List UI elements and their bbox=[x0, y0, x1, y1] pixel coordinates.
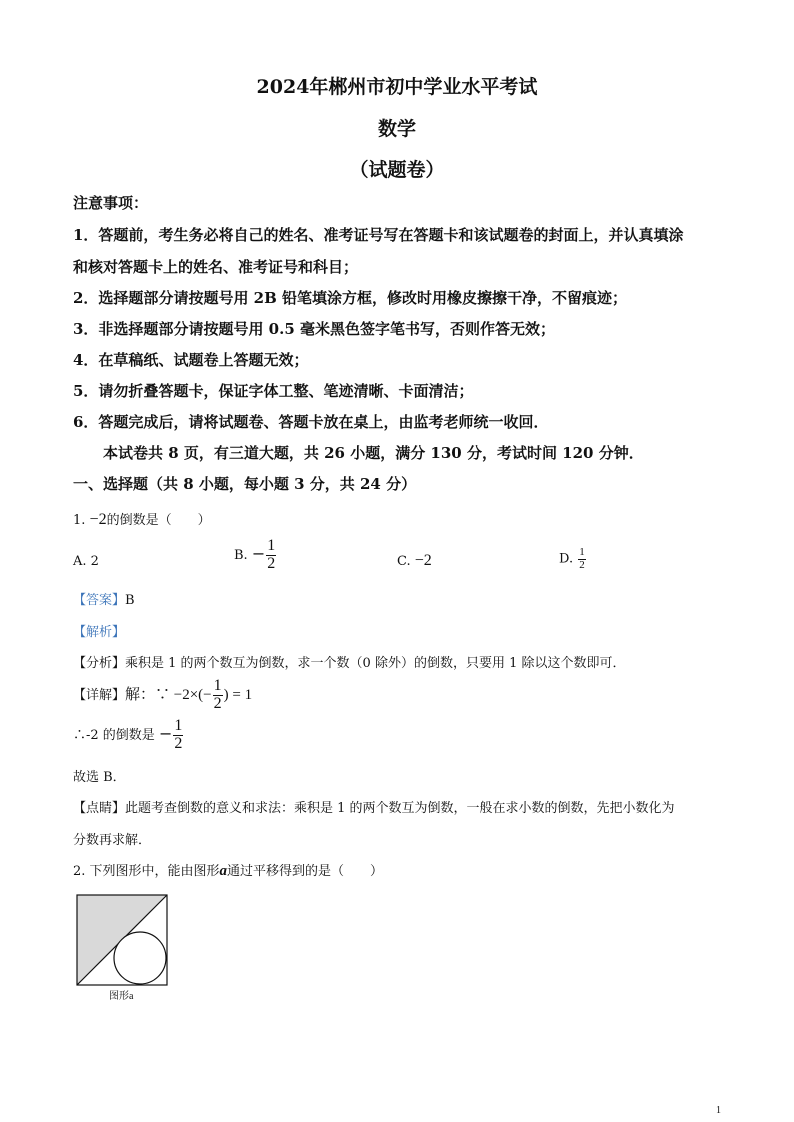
fenxi-tag: 【分析】 bbox=[73, 656, 126, 671]
answer-tag: 【答案】 bbox=[73, 593, 126, 608]
fraction-denominator: 2 bbox=[579, 558, 585, 571]
option-label: B. bbox=[234, 547, 248, 563]
math-value: −2 bbox=[414, 552, 432, 569]
notice-item-1-cont: 和核对答题卡上的姓名、准考证号和科目； bbox=[73, 258, 359, 276]
analysis-tag: 【解析】 bbox=[73, 625, 126, 640]
fraction-denominator: 2 bbox=[267, 554, 276, 572]
figure-a bbox=[76, 894, 168, 986]
fenxi-text: 乘积是 1 的两个数互为倒数，求一个数（0 除外）的倒数，只要用 1 除以这个数即可． bbox=[125, 656, 626, 671]
fraction-numerator: 1 bbox=[174, 717, 183, 734]
fraction-numerator: 1 bbox=[579, 546, 585, 558]
notice-item-6: 6．答题完成后，请将试题卷、答题卡放在桌上，由监考老师统一收回． bbox=[73, 413, 549, 431]
option-a: A. 2 bbox=[73, 554, 99, 569]
detailed-solution bbox=[73, 678, 252, 713]
option-label: D. bbox=[559, 551, 574, 567]
notice-item-2: 2．选择题部分请按题号用 2B 铅笔填涂方框，修改时用橡皮擦擦干净，不留痕迹； bbox=[73, 289, 628, 307]
dianjing-text: 此题考查倒数的意义和求法：乘积是 1 的两个数互为倒数，一般在求小数的倒数，先把小数化为 bbox=[125, 801, 675, 816]
question-text: 2. 下列图形中，能由图形 bbox=[73, 864, 220, 879]
option-label: C. bbox=[397, 554, 411, 569]
fraction-denominator: 2 bbox=[174, 734, 183, 752]
dianjing-line-2: 分数再求解． bbox=[73, 833, 152, 848]
option-b bbox=[234, 538, 277, 573]
fraction bbox=[266, 538, 276, 573]
fraction-numerator: 1 bbox=[267, 537, 276, 554]
notice-item-4: 4．在草稿纸、试题卷上答题无效； bbox=[73, 351, 309, 369]
exam-summary: 本试卷共 8 页，有三道大题，共 26 小题，满分 130 分，考试时间 120 分钟． bbox=[103, 444, 644, 462]
notice-item-1: 1．答题前，考生务必将自己的姓名、准考证号写在答题卡和该试题卷的封面上，并认真填涂 bbox=[73, 226, 684, 244]
question-1-stem bbox=[73, 509, 211, 529]
paper-type: （试题卷） bbox=[349, 159, 445, 181]
answer-value: B bbox=[125, 593, 135, 608]
fraction-denominator: 2 bbox=[213, 694, 222, 712]
question-number: 1. bbox=[73, 513, 86, 528]
inscribed-circle bbox=[114, 932, 166, 984]
conclusion: 故选 B． bbox=[73, 770, 126, 785]
question-text-cont: 通过平移得到的是（ ） bbox=[227, 864, 384, 879]
analysis-fenxi bbox=[73, 652, 626, 671]
dianjing-line-1 bbox=[73, 797, 675, 816]
fraction bbox=[213, 678, 223, 713]
xiangjie-tag: 【详解】 bbox=[73, 687, 126, 703]
question-text: 的倒数是（ ） bbox=[106, 513, 211, 528]
notice-heading: 注意事项： bbox=[73, 194, 149, 212]
therefore-text: ∴-2 的倒数是 bbox=[73, 727, 155, 743]
therefore-line bbox=[73, 718, 184, 753]
notice-item-3: 3．非选择题部分请按题号用 0.5 毫米黑色签字笔书写，否则作答无效； bbox=[73, 320, 555, 338]
option-c bbox=[397, 552, 432, 570]
section-1-heading: 一、选择题（共 8 小题，每小题 3 分，共 24 分） bbox=[73, 475, 417, 493]
dianjing-tag: 【点睛】 bbox=[73, 801, 126, 816]
minus-sign: − bbox=[251, 543, 266, 563]
equation-left: 解：∵ −2×(− bbox=[125, 686, 212, 703]
question-2-stem bbox=[73, 860, 383, 880]
exam-title: 2024年郴州市初中学业水平考试 bbox=[256, 76, 538, 98]
notice-item-5: 5．请勿折叠答题卡，保证字体工整、笔迹清晰、卡面清洁； bbox=[73, 382, 474, 400]
fraction-numerator: 1 bbox=[213, 677, 222, 694]
equation-right: ) = 1 bbox=[223, 686, 253, 703]
fraction bbox=[578, 547, 586, 571]
fraction bbox=[173, 718, 183, 753]
subject-title: 数学 bbox=[377, 118, 416, 140]
figure-a-label: 图形a bbox=[109, 991, 134, 1002]
page-number: 1 bbox=[716, 1105, 721, 1116]
answer-line bbox=[73, 589, 135, 608]
math-value: −2 bbox=[89, 511, 107, 528]
minus-sign: − bbox=[158, 723, 173, 743]
math-variable: a bbox=[219, 863, 228, 879]
option-d bbox=[559, 547, 587, 571]
